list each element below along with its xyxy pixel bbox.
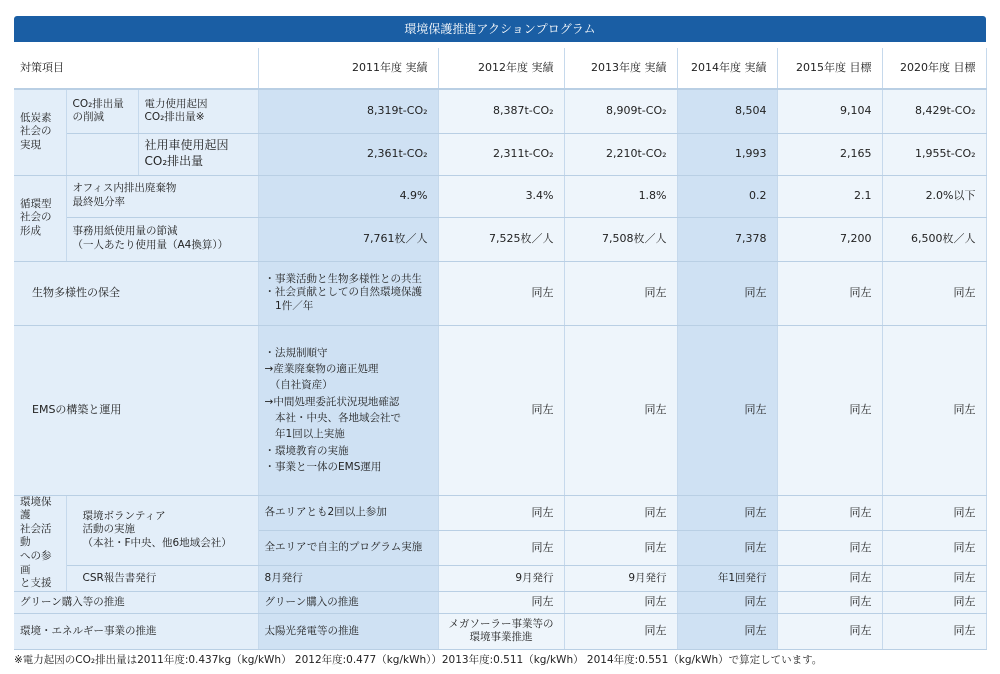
- paper-2015: 7,200: [777, 217, 882, 261]
- waste-2012: 3.4%: [438, 175, 564, 217]
- volunteer-label: 環境ボランティア 活動の実施 （本社・F中央、他6地域会社）: [66, 495, 258, 566]
- csr-2011: 8月発行: [258, 566, 438, 592]
- csr-2015: 同左: [777, 566, 882, 592]
- volunteer-row2-2015: 同左: [777, 530, 882, 565]
- ems-2014: 同左: [677, 325, 777, 495]
- energy-2015: 同左: [777, 613, 882, 649]
- waste-2020: 2.0%以下: [882, 175, 986, 217]
- ems-label: EMSの構築と運用: [14, 325, 258, 495]
- energy-2014: 同左: [677, 613, 777, 649]
- elec-2014: 8,504: [677, 89, 777, 133]
- car-2014: 1,993: [677, 133, 777, 175]
- paper-2014: 7,378: [677, 217, 777, 261]
- volunteer-row1-2014: 同左: [677, 495, 777, 530]
- footnote: ※電力起因のCO₂排出量は2011年度:0.437kg（kg/kWh） 2012年度:0.477（kg/kWh））2013年度:0.511（kg/kWh） 2014年度:0.551（kg/kWh）で算定しています。: [14, 654, 823, 666]
- green-2013: 同左: [564, 591, 677, 613]
- volunteer-row2-2013: 同左: [564, 530, 677, 565]
- car-2013: 2,210t-CO₂: [564, 133, 677, 175]
- waste-2013: 1.8%: [564, 175, 677, 217]
- paper-2020: 6,500枚／人: [882, 217, 986, 261]
- volunteer-row2-2014: 同左: [677, 530, 777, 565]
- bio-2020: 同左: [882, 261, 986, 325]
- csr-2020: 同左: [882, 566, 986, 592]
- green-2014: 同左: [677, 591, 777, 613]
- social-label: 環境保護 社会活動 への参画 と支援: [14, 495, 66, 591]
- ems-2012: 同左: [438, 325, 564, 495]
- green-2015: 同左: [777, 591, 882, 613]
- ems-2011: ・法規制順守 →産業廃棄物の適正処理 （自社資産） →中間処理委託状況現地確認 本社・中央、各地域会社で 年1回以上実施 ・環境教育の実施 ・事業と一体のEMS運用: [258, 325, 438, 495]
- energy-label: 環境・エネルギー事業の推進: [14, 613, 258, 649]
- waste-2014: 0.2: [677, 175, 777, 217]
- bio-2015: 同左: [777, 261, 882, 325]
- elec-2015: 9,104: [777, 89, 882, 133]
- green-2011: グリーン購入の推進: [258, 591, 438, 613]
- paper-label: 事務用紙使用量の節減 （一人あたり使用量（A4換算））: [66, 217, 258, 261]
- elec-co2-label: 電力使用起因 CO₂排出量※: [138, 89, 258, 133]
- header-2014: 2014年度 実績: [677, 48, 777, 89]
- table-row: [14, 261, 986, 325]
- volunteer-row1-2012: 同左: [438, 495, 564, 530]
- header-item: 対策項目: [14, 48, 258, 89]
- low-carbon-label: 低炭素 社会の 実現: [14, 89, 66, 175]
- csr-2012: 9月発行: [438, 566, 564, 592]
- energy-2013: 同左: [564, 613, 677, 649]
- paper-2012: 7,525枚／人: [438, 217, 564, 261]
- elec-2011: 8,319t-CO₂: [258, 89, 438, 133]
- energy-2011: 太陽光発電等の推進: [258, 613, 438, 649]
- header-2011: 2011年度 実績: [258, 48, 438, 89]
- volunteer-row2-2012: 同左: [438, 530, 564, 565]
- waste-label: オフィス内排出廃棄物 最終処分率: [66, 175, 258, 217]
- waste-2011: 4.9%: [258, 175, 438, 217]
- volunteer-row1-2015: 同左: [777, 495, 882, 530]
- header-2020: 2020年度 目標: [882, 48, 986, 89]
- green-2012: 同左: [438, 591, 564, 613]
- recycle-label: 循環型 社会の 形成: [14, 175, 66, 261]
- car-2020: 1,955t-CO₂: [882, 133, 986, 175]
- table-row: [14, 325, 986, 495]
- volunteer-row2-2020: 同左: [882, 530, 986, 565]
- car-2012: 2,311t-CO₂: [438, 133, 564, 175]
- bio-2014: 同左: [677, 261, 777, 325]
- volunteer-row1-2011: 各エリアとも2回以上参加: [258, 495, 438, 530]
- csr-2014: 年1回発行: [677, 566, 777, 592]
- bio-2012: 同左: [438, 261, 564, 325]
- green-label: グリーン購入等の推進: [14, 591, 258, 613]
- table-row: [14, 613, 986, 649]
- green-2020: 同左: [882, 591, 986, 613]
- header-2012: 2012年度 実績: [438, 48, 564, 89]
- empty-cell: [66, 133, 138, 175]
- energy-2012: メガソーラー事業等の 環境事業推進: [438, 613, 564, 649]
- energy-2020: 同左: [882, 613, 986, 649]
- waste-2015: 2.1: [777, 175, 882, 217]
- ems-2015: 同左: [777, 325, 882, 495]
- volunteer-row1-2013: 同左: [564, 495, 677, 530]
- action-program-table: [14, 48, 987, 650]
- bio-label: 生物多様性の保全: [14, 261, 258, 325]
- car-2011: 2,361t-CO₂: [258, 133, 438, 175]
- table-row: [14, 591, 986, 613]
- table-row: [14, 133, 986, 175]
- table-row: [14, 89, 986, 133]
- elec-2013: 8,909t-CO₂: [564, 89, 677, 133]
- volunteer-row2-2011: 全エリアで自主的プログラム実施: [258, 530, 438, 565]
- header-2013: 2013年度 実績: [564, 48, 677, 89]
- paper-2011: 7,761枚／人: [258, 217, 438, 261]
- csr-label: CSR報告書発行: [66, 566, 258, 592]
- elec-2020: 8,429t-CO₂: [882, 89, 986, 133]
- car-2015: 2,165: [777, 133, 882, 175]
- header-row: [14, 48, 986, 89]
- page-title: 環境保護推進アクションプログラム: [14, 16, 986, 42]
- csr-2013: 9月発行: [564, 566, 677, 592]
- header-2015: 2015年度 目標: [777, 48, 882, 89]
- table-row: [14, 566, 986, 592]
- bio-2011: ・事業活動と生物多様性との共生 ・社会貢献としての自然環境保護 1件／年: [258, 261, 438, 325]
- car-co2-label: 社用車使用起因 CO₂排出量: [138, 133, 258, 175]
- co2-reduction-label: CO₂排出量 の削減: [66, 89, 138, 133]
- paper-2013: 7,508枚／人: [564, 217, 677, 261]
- ems-2020: 同左: [882, 325, 986, 495]
- table-row: [14, 175, 986, 217]
- table-row: [14, 217, 986, 261]
- ems-2013: 同左: [564, 325, 677, 495]
- bio-2013: 同左: [564, 261, 677, 325]
- volunteer-row1-2020: 同左: [882, 495, 986, 530]
- table-row: [14, 495, 986, 530]
- elec-2012: 8,387t-CO₂: [438, 89, 564, 133]
